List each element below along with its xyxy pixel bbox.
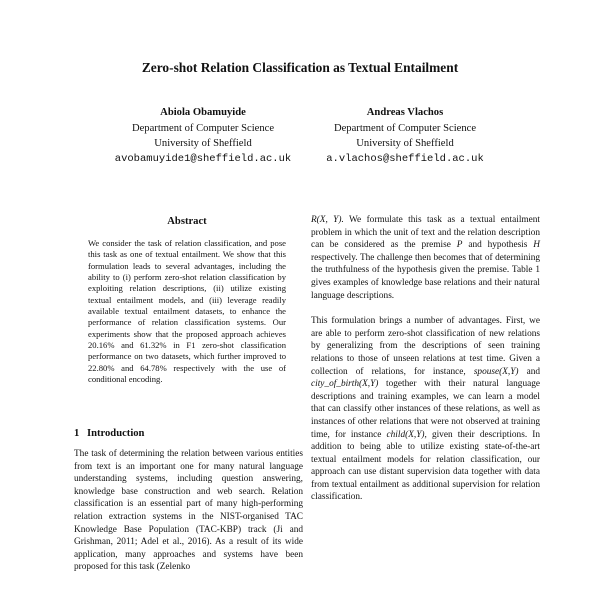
relation-city-of-birth: city_of_birth(X,Y) [311,379,379,390]
author-department: Department of Computer Science [131,122,275,134]
author-block-2 [290,105,520,167]
author-department: Department of Computer Science [333,122,477,134]
abstract-body: We consider the task of relation classification, and pose this task as one of textual entailment. We show that this formulation leads to several advantages, including the ability to (i) perform zero-shot relation classification by exploiting relation descriptions, (ii) utilize existing textual entailment models, and (iii) leverage readily available textual entailment datasets, to enhance the performance of relation classification systems. Our experiments show that the proposed approach achieves 20.16% and 61.32% in F1 zero-shot classification performance on two datasets, which further improved to 22.80% and 64.78% respectively with the use of conditional encoding. [88,238,286,385]
author-name: Andreas Vlachos [366,107,444,118]
paragraph-text: We formulate this task as a textual entailment problem in which the unit of text and the relation description can be considered as the premise [311,215,540,251]
author-name: Abiola Obamuyide [160,107,246,118]
right-column-text [311,214,540,504]
math-relation-rxy: R(X, Y). [311,215,344,225]
section-title: Introduction [86,428,145,439]
paragraph-text: and hypothesis [462,240,534,251]
math-premise-p: P [456,240,463,251]
abstract-heading: Abstract [167,216,207,227]
math-hypothesis-h: H [533,240,540,251]
right-paragraph-2 [311,315,540,504]
author-university: University of Sheffield [154,138,252,149]
author-email: a.vlachos@sheffield.ac.uk [326,152,484,165]
left-column-text [74,448,303,600]
author-email: avobamuyide1@sheffield.ac.uk [114,152,292,165]
paragraph-text: together with their natural language descriptions and training examples, we can learn a model that can classify other instances of these relations, as well as instances of other relations that were not observed at training time, for instance [311,379,540,440]
section-heading-introduction [74,428,304,439]
paragraph-text: respectively. The challenge then becomes that of determining the truthfulness of the hypothesis given the premise. Table 1 gives examples of knowledge base relations and their natural language descriptions. [311,252,540,301]
relation-child: child(X,Y) [386,429,425,440]
right-paragraph-1 [311,214,540,302]
paragraph-text: This formulation brings a number of advantages. First, we are able to perform zero-shot classification of new relations by generalizing from the descriptions of seen training relations to those of unseen relations at test time. Given a collection of relations, for instance, [311,316,540,377]
author-university: University of Sheffield [356,138,454,149]
paragraph-text: and [518,366,541,377]
section-number: 1 [74,428,80,439]
paragraph-text: , given their descriptions. In addition to being able to utilize existing state-of-the-art textual entailment models for relation classification, our approach can use distant supervision data together with data from textual entailment as additional supervision for relation classification. [311,429,541,503]
author-block-1 [88,105,318,167]
relation-spouse: spouse(X,Y) [473,366,519,377]
paper-title: Zero-shot Relation Classification as Textual Entailment [141,60,459,75]
intro-paragraph: The task of determining the relation between various entities from text is an important one for many natural language understanding systems, including question answering, knowledge base construction and web search. Relation classification is an essential part of many high-performing relation extraction systems in the NIST-organised TAC Knowledge Base Population (TAC-KBP) track (Ji and Grishman, 2011; Adel et al., 2016). As a result of its wide application, many approaches and systems have been proposed for this task (Zelenko [74,449,303,573]
